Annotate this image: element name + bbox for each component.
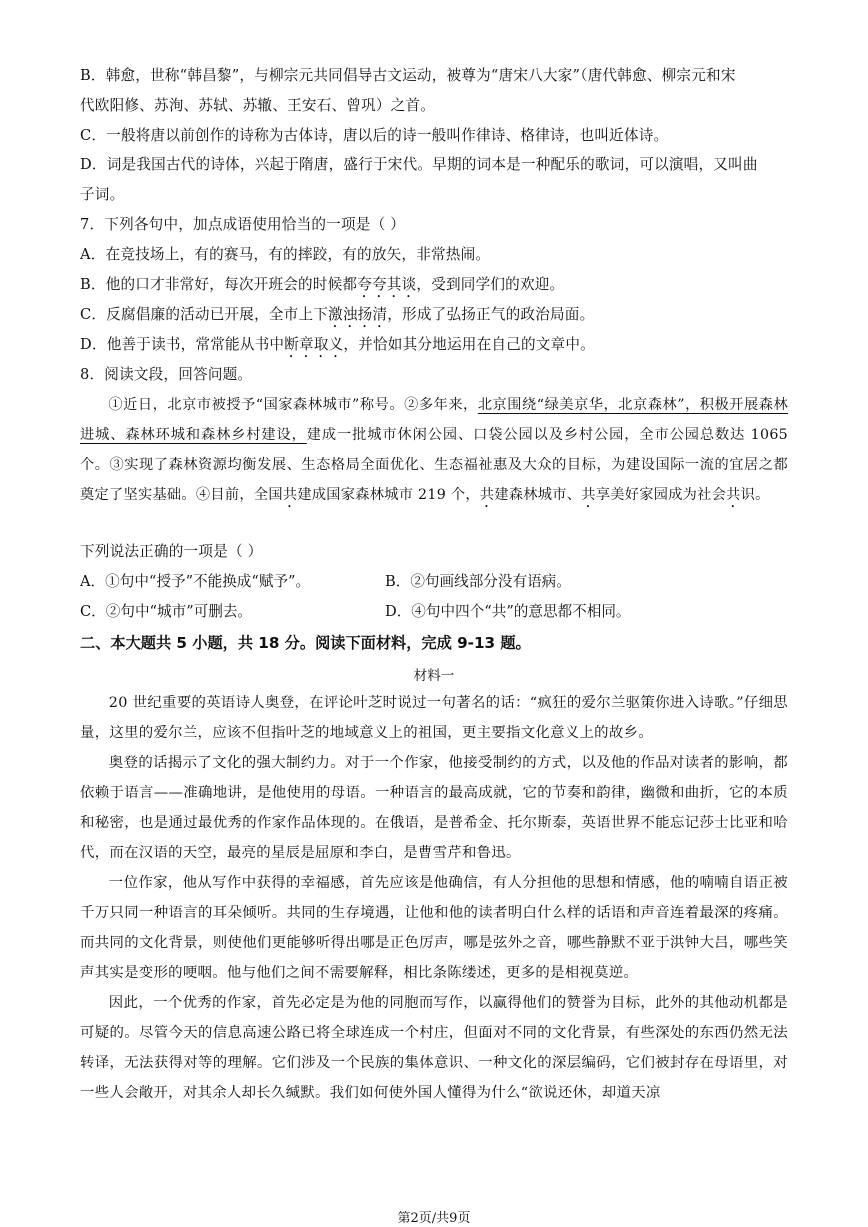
q7-option-b-pre: B．他的口才非常好，每次开班会的时候都 bbox=[80, 276, 358, 293]
q6-option-b-line2: 代欧阳修、苏洵、苏轼、苏辙、王安石、曾巩）之首。 bbox=[80, 97, 436, 114]
q6-option-d-line1: D．词是我国古代的诗体，兴起于隋唐，盛行于宋代。早期的词本是一种配乐的歌词，可以演唱，又叫曲 bbox=[80, 156, 758, 173]
q8-option-d: D．④句中四个“共”的意思都不相同。 bbox=[385, 603, 631, 620]
q7-option-d-pre: D．他善于读书，常常能从书中 bbox=[80, 336, 285, 353]
q7-option-c-post: ，形成了弘扬正气的政治局面。 bbox=[387, 306, 595, 323]
q8-option-c: C．②句中“城市”可删去。 bbox=[80, 603, 253, 620]
section-2-heading: 二、本大题共 5 小题，共 18 分。阅读下面材料，完成 9-13 题。 bbox=[80, 634, 531, 652]
material-paragraph-1: 20 世纪重要的英语诗人奥登，在评论叶芝时说过一句著名的话：“疯狂的爱尔兰驱策你进入诗歌。”仔细思量，这里的爱尔兰，应该不但指叶芝的地域意义上的祖国，更主要指文化意义上的故乡。 bbox=[80, 695, 788, 741]
q7-option-b-idiom: 夸夸其谈 bbox=[357, 276, 417, 293]
q7-option-b-post: ，受到同学们的欢迎。 bbox=[416, 276, 565, 293]
q7-option-c-pre: C．反腐倡廉的活动已开展，全市上下 bbox=[80, 306, 329, 323]
q7-option-c bbox=[80, 305, 594, 331]
q7-option-b bbox=[80, 275, 564, 301]
material-paragraph-2: 奥登的话揭示了文化的强大制约力。对于一个作家，他接受制约的方式，以及他的作品对读者的影响，都依赖于语言——准确地讲，是他使用的母语。一种语言的最高成就，它的节奏和韵律，幽微和曲折，它的本质和秘密，也是通过最优秀的作家作品体现的。在俄语，是普希金、托尔斯泰，英语世界不能忘记莎士比亚和哈代，而在汉语的天空，最亮的星辰是屈原和李白，是曹雪芹和鲁迅。 bbox=[80, 755, 788, 861]
q7-option-c-idiom: 激浊扬清 bbox=[328, 306, 388, 323]
q8-passage-part5: 享美好家园成为社会 bbox=[595, 487, 727, 503]
page-number: 第2页/共9页 bbox=[397, 1211, 471, 1226]
q8-stem: 8．阅读文段，回答问题。 bbox=[80, 366, 253, 383]
q8-passage-part4: 建森林城市、 bbox=[494, 487, 582, 503]
q6-option-c: C．一般将唐以前创作的诗称为古体诗，唐以后的诗一般叫作律诗、格律诗，也叫近体诗。 bbox=[80, 127, 669, 144]
q7-option-d-idiom: 断章取义 bbox=[284, 336, 344, 353]
q7-option-d bbox=[80, 335, 595, 361]
q8-gong-4: 共 bbox=[726, 487, 741, 503]
q7-option-a-text: A．在竞技场上，有的赛马，有的摔跤，有的放矢，非常热闹。 bbox=[80, 246, 491, 263]
q8-gong-3: 共 bbox=[581, 487, 596, 503]
q8-gong-2: 共 bbox=[479, 487, 495, 503]
q7-option-d-post: ，并恰如其分地运用在自己的文章中。 bbox=[343, 336, 595, 353]
material-title: 材料一 bbox=[413, 668, 455, 684]
q8-gong-1: 共 bbox=[282, 487, 298, 503]
q8-option-b: B．②句画线部分没有语病。 bbox=[385, 573, 571, 590]
q8-passage bbox=[80, 390, 788, 511]
material-paragraph-3: 一位作家，他从写作中获得的幸福感，首先应该是他确信，有人分担他的思想和情感，他的喃喃自语正被千万只同一种语言的耳朵倾听。共同的生存境遇，让他和他的读者明白什么样的话语和声音连着最深的疼痛。而共同的文化背景，则使他们更能够听得出哪是正色厉声，哪是弦外之音，哪些静默不亚于洪钟大吕，哪些笑声其实是变形的哽咽。他与他们之间不需要解释，相比条陈缕述，更多的是相视莫逆。 bbox=[80, 875, 788, 981]
q8-passage-part6: 识。 bbox=[740, 487, 770, 503]
q8-option-a: A．①句中“授予”不能换成“赋予”。 bbox=[80, 573, 311, 590]
q8-passage-part1: ①近日，北京市被授予“国家森林城市”称号。②多年来， bbox=[108, 397, 478, 413]
q6-option-d-line2: 子词。 bbox=[80, 186, 125, 203]
q6-option-b-line1: B．韩愈，世称“韩昌黎”，与柳宗元共同倡导古文运动，被尊为“唐宋八大家”（唐代韩愈、柳宗元和宋 bbox=[80, 67, 736, 84]
q7-stem: 7．下列各句中，加点成语使用恰当的一项是（ ） bbox=[80, 216, 405, 233]
q8-passage-part3: 建成国家森林城市 219 个， bbox=[297, 487, 480, 503]
q8-ask: 下列说法正确的一项是（ ） bbox=[80, 543, 263, 560]
q8-passage-part2: 建成一批城市休闲公园、口袋公园以及乡村公园，全市公园总数达 1065 个。③实现了森林资源均衡发展、生态格局全面优化、生态福祉惠及大众的目标，为建设国际一流的宜居之都奠定了坚实基础。④目前，全国 bbox=[80, 427, 788, 503]
q8-underlined-part: 北京围绕“绿美京华，北京森林”，积极开展森林进城、森林环城和森林乡村建设， bbox=[80, 397, 789, 443]
q7-option-a bbox=[80, 245, 490, 265]
material-paragraph-4: 因此，一个优秀的作家，首先必定是为他的同胞而写作，以赢得他们的赞誉为目标，此外的其他动机都是可疑的。尽管今天的信息高速公路已将全球连成一个村庄，但面对不同的文化背景，有些深处的东西仍然无法转译，无法获得对等的理解。它们涉及一个民族的集体意识、一种文化的深层编码，它们被封存在母语里，对一些人会敞开，对其余人却长久缄默。我们如何使外国人懂得为什么“欲说还休，却道天凉 bbox=[80, 995, 788, 1101]
